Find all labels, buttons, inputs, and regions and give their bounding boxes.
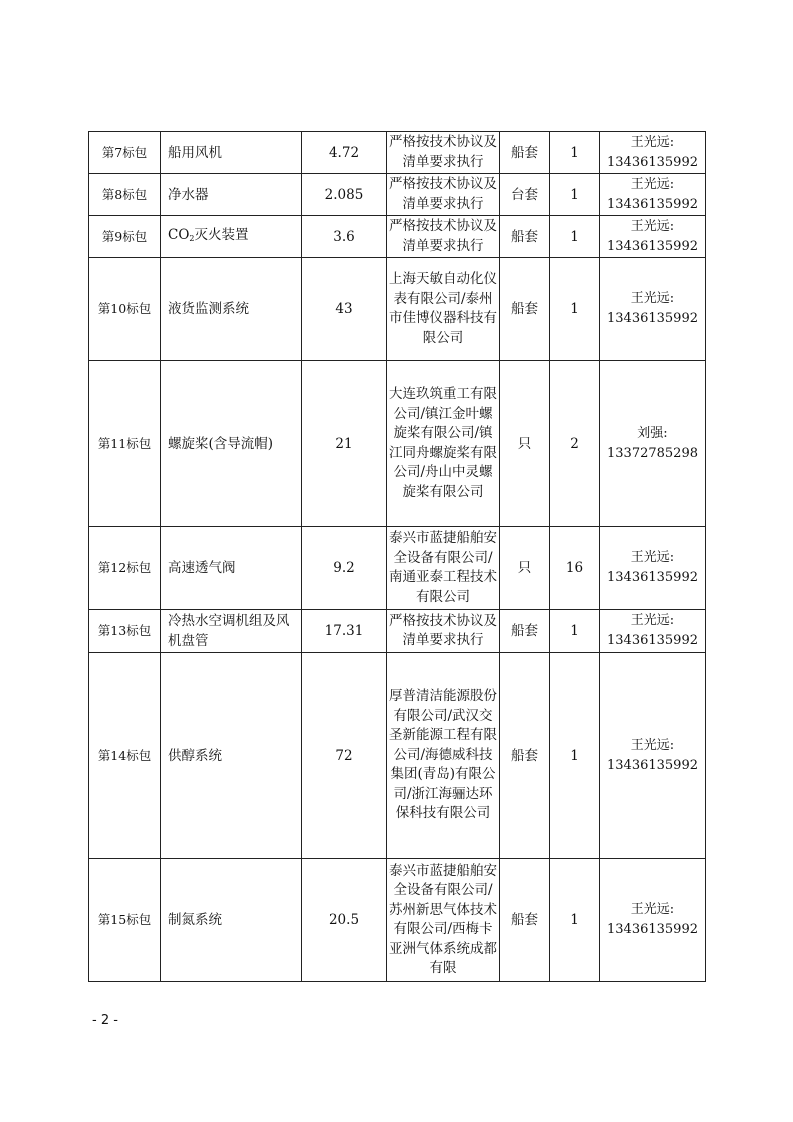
table-row [89,174,706,216]
contact-phone: 13436135992 [607,633,698,648]
contact-cell [600,174,706,216]
package-cell: 第14标包 [89,653,161,859]
unit-cell: 船套 [500,859,550,982]
table-row [89,527,706,610]
amount-cell: 72 [302,653,387,859]
contact-cell [600,361,706,527]
contact-cell [600,132,706,174]
contact-cell [600,653,706,859]
table-body [89,132,706,982]
amount-cell: 3.6 [302,216,387,258]
unit-cell: 船套 [500,653,550,859]
vendor-cell: 严格按技术协议及清单要求执行 [387,216,500,258]
unit-cell: 船套 [500,216,550,258]
vendor-cell: 严格按技术协议及清单要求执行 [387,174,500,216]
amount-cell: 20.5 [302,859,387,982]
amount-cell: 21 [302,361,387,527]
table-row [89,610,706,653]
item-name-cell [161,216,302,258]
package-cell: 第11标包 [89,361,161,527]
contact-name: 王光远: [630,291,675,306]
amount-cell: 17.31 [302,610,387,653]
contact-cell [600,258,706,361]
package-cell: 第8标包 [89,174,161,216]
contact-phone: 13436135992 [607,922,698,937]
item-name-cell: 冷热水空调机组及风机盘管 [161,610,302,653]
quantity-cell: 1 [550,132,600,174]
contact-phone: 13436135992 [607,311,698,326]
table-row [89,132,706,174]
item-name-cell: 净水器 [161,174,302,216]
package-cell: 第12标包 [89,527,161,610]
table-row [89,258,706,361]
contact-phone: 13436135992 [607,238,698,254]
package-cell: 第10标包 [89,258,161,361]
contact-cell [600,527,706,610]
item-name-cell: 制氮系统 [161,859,302,982]
contact-name: 王光远: [630,134,675,150]
contact-cell [600,859,706,982]
unit-cell: 只 [500,361,550,527]
quantity-cell: 1 [550,174,600,216]
item-name-text: 灭火装置 [194,226,249,243]
contact-name: 王光远: [630,737,675,753]
quantity-cell: 1 [550,216,600,258]
contact-phone: 13436135992 [607,196,698,212]
vendor-cell: 泰兴市蓝捷船舶安全设备有限公司/苏州新思气体技术有限公司/西梅卡亚洲气体系统成都有限 [387,859,500,982]
table-row [89,653,706,859]
vendor-cell: 上海天敏自动化仪表有限公司/泰州市佳博仪器科技有限公司 [387,258,500,361]
contact-cell [600,216,706,258]
package-cell: 第13标包 [89,610,161,653]
table-row [89,859,706,982]
contact-name: 刘强: [637,425,668,441]
item-name-cell: 液货监测系统 [161,258,302,361]
amount-cell: 2.085 [302,174,387,216]
page-number: - 2 - [92,1013,118,1028]
amount-cell: 4.72 [302,132,387,174]
quantity-cell: 1 [550,653,600,859]
quantity-cell: 1 [550,610,600,653]
unit-cell: 船套 [500,610,550,653]
item-name-cell: 船用风机 [161,132,302,174]
item-name-cell: 供醇系统 [161,653,302,859]
quantity-cell: 1 [550,258,600,361]
contact-phone: 13436135992 [607,757,698,773]
bid-package-table [88,131,706,982]
item-name-cell: 高速透气阀 [161,527,302,610]
vendor-cell: 严格按技术协议及清单要求执行 [387,132,500,174]
unit-cell: 船套 [500,258,550,361]
package-cell: 第7标包 [89,132,161,174]
package-cell: 第9标包 [89,216,161,258]
contact-name: 王光远: [630,176,675,192]
formula-subscript: 2 [189,233,195,243]
quantity-cell: 2 [550,361,600,527]
chemical-formula: CO [168,226,190,243]
unit-cell: 船套 [500,132,550,174]
contact-name: 王光远: [630,550,675,565]
vendor-cell: 严格按技术协议及清单要求执行 [387,610,500,653]
contact-name: 王光远: [630,613,675,628]
table-row [89,216,706,258]
vendor-cell: 大连玖筑重工有限公司/镇江金叶螺旋桨有限公司/镇江同舟螺旋桨有限公司/舟山中灵螺旋桨有限公司 [387,361,500,527]
unit-cell: 只 [500,527,550,610]
contact-phone: 13372785298 [607,445,698,461]
item-name-cell: 螺旋桨(含导流帽) [161,361,302,527]
vendor-cell: 泰兴市蓝捷船舶安全设备有限公司/南通亚泰工程技术有限公司 [387,527,500,610]
contact-cell [600,610,706,653]
table-row [89,361,706,527]
vendor-cell: 厚普清洁能源股份有限公司/武汉交圣新能源工程有限公司/海德威科技集团(青岛)有限公司/浙江海骊达环保科技有限公司 [387,653,500,859]
amount-cell: 43 [302,258,387,361]
contact-phone: 13436135992 [607,570,698,585]
contact-phone: 13436135992 [607,154,698,170]
quantity-cell: 1 [550,859,600,982]
amount-cell: 9.2 [302,527,387,610]
contact-name: 王光远: [630,218,675,234]
contact-name: 王光远: [630,902,675,917]
package-cell: 第15标包 [89,859,161,982]
quantity-cell: 16 [550,527,600,610]
unit-cell: 台套 [500,174,550,216]
